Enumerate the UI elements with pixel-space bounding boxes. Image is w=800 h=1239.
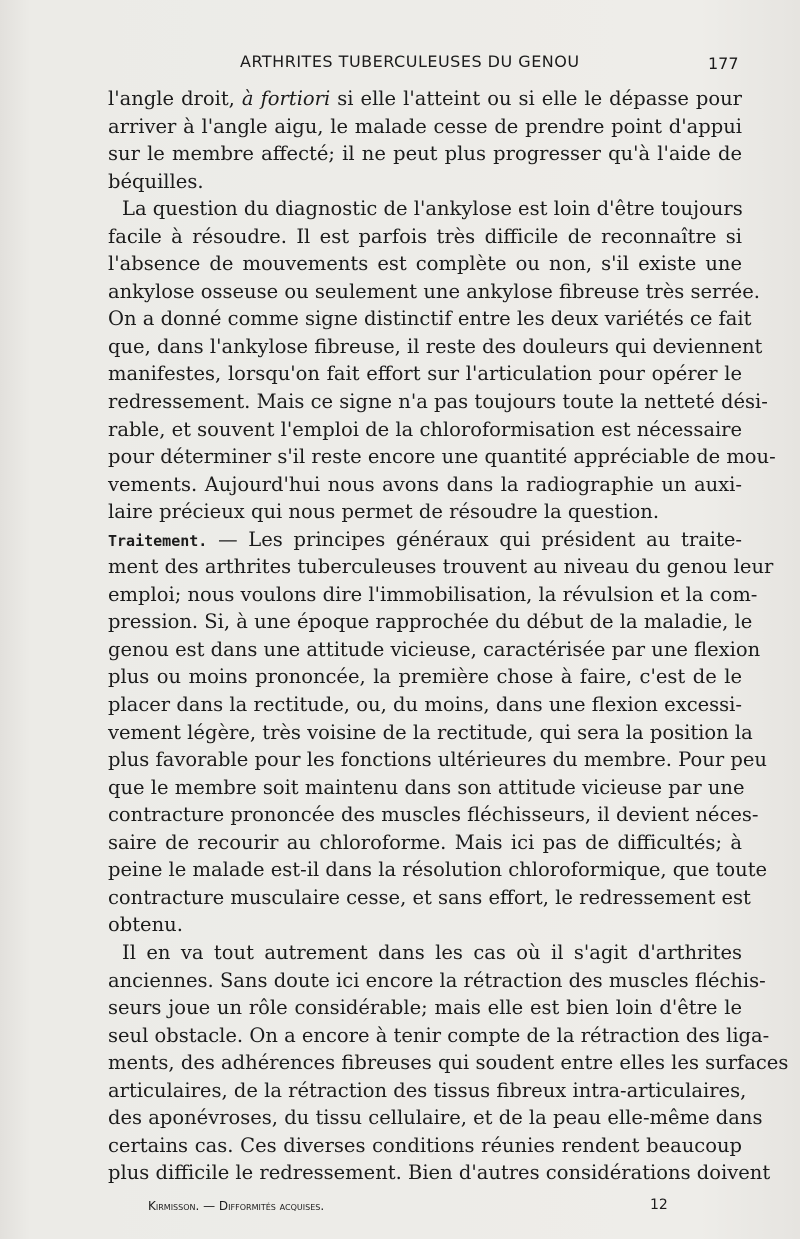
text-line: ment des arthrites tuberculeuses trouvent au niveau du genou leur: [108, 555, 774, 579]
text-line: obtenu.: [108, 913, 183, 937]
text-line: certains cas. Ces diverses conditions réunies rendent beaucoup: [108, 1133, 742, 1157]
paragraph-start-line: Il en va tout autrement dans les cas où il s'agit d'arthrites: [122, 940, 742, 964]
text-line: contracture prononcée des muscles fléchisseurs, il devient néces-: [108, 803, 759, 827]
text-line: facile à résoudre. Il est parfois très difficile de reconnaître si: [108, 224, 742, 248]
text-line: articulaires, de la rétraction des tissus fibreux intra-articulaires,: [108, 1078, 747, 1102]
text-line: ankylose osseuse ou seulement une ankylose fibreuse très serrée.: [108, 279, 760, 303]
text-line: que le membre soit maintenu dans son attitude vicieuse par une: [108, 775, 745, 799]
text-line: plus ou moins prononcée, la première chose à faire, c'est de le: [108, 665, 742, 689]
text-line: ments, des adhérences fibreuses qui soudent entre elles les surfaces: [108, 1051, 789, 1075]
page-header: [0, 50, 800, 80]
text-line: pour déterminer s'il reste encore une quantité appréciable de mou-: [108, 445, 776, 469]
text-line: arriver à l'angle aigu, le malade cesse de prendre point d'appui: [108, 114, 742, 138]
text-line: genou est dans une attitude vicieuse, caractérisée par une flexion: [108, 637, 761, 661]
paragraph-start-line: [108, 526, 742, 554]
page-number: 177: [708, 54, 739, 73]
text-line: seurs joue un rôle considérable; mais elle est bien loin d'être le: [108, 996, 742, 1020]
line-start: l'angle droit, à fortiori si elle l'atteint ou si elle le dépasse pour: [108, 87, 742, 110]
text-line: plus favorable pour les fonctions ultérieures du membre. Pour peu: [108, 748, 767, 772]
text-line: saire de recourir au chloroforme. Mais ici pas de difficultés; à: [108, 830, 742, 854]
text-line: anciennes. Sans doute ici encore la rétraction des muscles fléchis-: [108, 968, 766, 992]
italic-phrase: à fortiori: [241, 87, 331, 110]
text-line: On a donné comme signe distinctif entre les deux variétés ce fait: [108, 307, 752, 331]
text-line: placer dans la rectitude, ou, du moins, dans une flexion excessi-: [108, 693, 742, 717]
text-line: manifestes, lorsqu'on fait effort sur l'articulation pour opérer le: [108, 362, 742, 386]
signature-line: Kirmisson. — Difformités acquises.: [148, 1199, 325, 1213]
text-line: [108, 85, 742, 113]
text-line: laire précieux qui nous permet de résoudre la question.: [108, 500, 660, 524]
section-lead-text: — Les principes généraux qui président au traite-: [207, 527, 742, 551]
text-line: contracture musculaire cesse, et sans effort, le redressement est: [108, 885, 751, 909]
text-line: que, dans l'ankylose fibreuse, il reste des douleurs qui deviennent: [108, 334, 763, 358]
page-footer: [0, 1197, 800, 1221]
sheet-number: 12: [650, 1197, 668, 1213]
running-title: ARTHRITES TUBERCULEUSES DU GENOU: [240, 52, 580, 71]
paragraph-start-line: La question du diagnostic de l'ankylose est loin d'être toujours: [122, 197, 743, 221]
section-lead-label: Traitement.: [108, 531, 208, 550]
text-line: emploi; nous voulons dire l'immobilisation, la révulsion et la com-: [108, 582, 758, 606]
text-line: des aponévroses, du tissu cellulaire, et de la peau elle-même dans: [108, 1106, 763, 1130]
text-line: rable, et souvent l'emploi de la chloroformisation est nécessaire: [108, 417, 743, 441]
text-line: plus difficile le redressement. Bien d'autres considérations doivent: [108, 1161, 771, 1185]
text-line: redressement. Mais ce signe n'a pas toujours toute la netteté dési-: [108, 390, 768, 414]
text-line: béquilles.: [108, 169, 204, 193]
text-line: vements. Aujourd'hui nous avons dans la radiographie un auxi-: [108, 472, 742, 496]
text-line: peine le malade est-il dans la résolution chloroformique, que toute: [108, 858, 768, 882]
text-line: seul obstacle. On a encore à tenir compte de la rétraction des liga-: [108, 1023, 770, 1047]
text-line: l'absence de mouvements est complète ou non, s'il existe une: [108, 252, 742, 276]
body-text: [108, 85, 789, 1187]
text-line: sur le membre affecté; il ne peut plus progresser qu'à l'aide de: [108, 142, 742, 166]
text-line: vement légère, très voisine de la rectitude, qui sera la position la: [108, 720, 753, 744]
text-line: pression. Si, à une époque rapprochée du début de la maladie, le: [108, 610, 753, 634]
